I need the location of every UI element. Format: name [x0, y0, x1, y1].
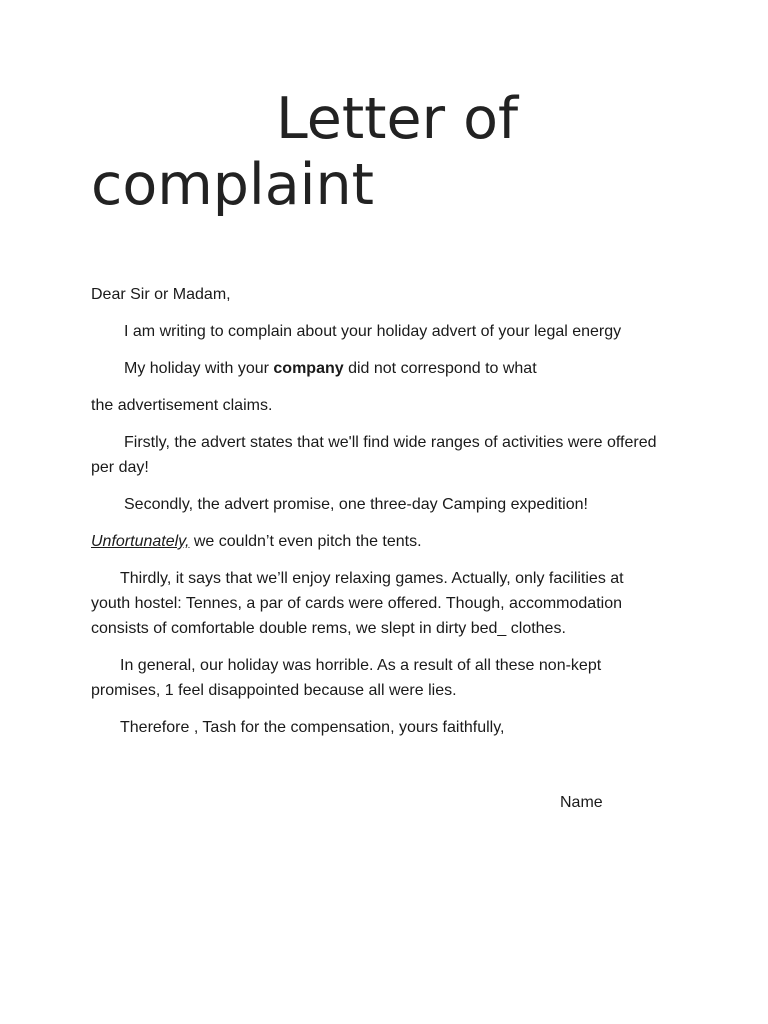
- paragraph-6-emphasis: Unfortunately,: [91, 533, 190, 550]
- paragraph-6-rest: we couldn’t even pitch the tents.: [189, 533, 422, 550]
- paragraph-2-post: did not correspond to what: [343, 360, 537, 377]
- paragraph-5: Secondly, the advert promise, one three-day Camping expedition!: [124, 496, 588, 513]
- signature-name: Name: [560, 794, 603, 811]
- title-line-1: Letter of: [276, 86, 519, 152]
- paragraph-4: Firstly, the advert states that we'll find wide ranges of activities were offered per day!: [91, 434, 657, 476]
- paragraph-1: I am writing to complain about your holiday advert of your legal energy: [124, 323, 622, 340]
- paragraph-6: [91, 529, 661, 554]
- paragraph-2-bold: company: [273, 360, 344, 377]
- title-line-2: complaint: [91, 152, 374, 218]
- paragraph-9: Therefore , Tash for the compensation, yours faithfully,: [120, 719, 505, 736]
- paragraph-8: In general, our holiday was horrible. As a result of all these non-kept promises, 1 feel disappointed because all were lies.: [91, 657, 602, 699]
- paragraph-2: [91, 356, 661, 381]
- paragraph-2-pre: My holiday with your: [124, 360, 274, 377]
- paragraph-7: Thirdly, it says that we’ll enjoy relaxing games. Actually, only facilities at youth hostel: Tennes, a par of cards were offered. Though, accommodation consists of comfortable double rems, we slept in dirty bed_ clothes.: [91, 570, 624, 637]
- salutation: Dear Sir or Madam,: [91, 286, 231, 303]
- paragraph-3: the advertisement claims.: [91, 397, 273, 414]
- letter-title: [91, 86, 651, 218]
